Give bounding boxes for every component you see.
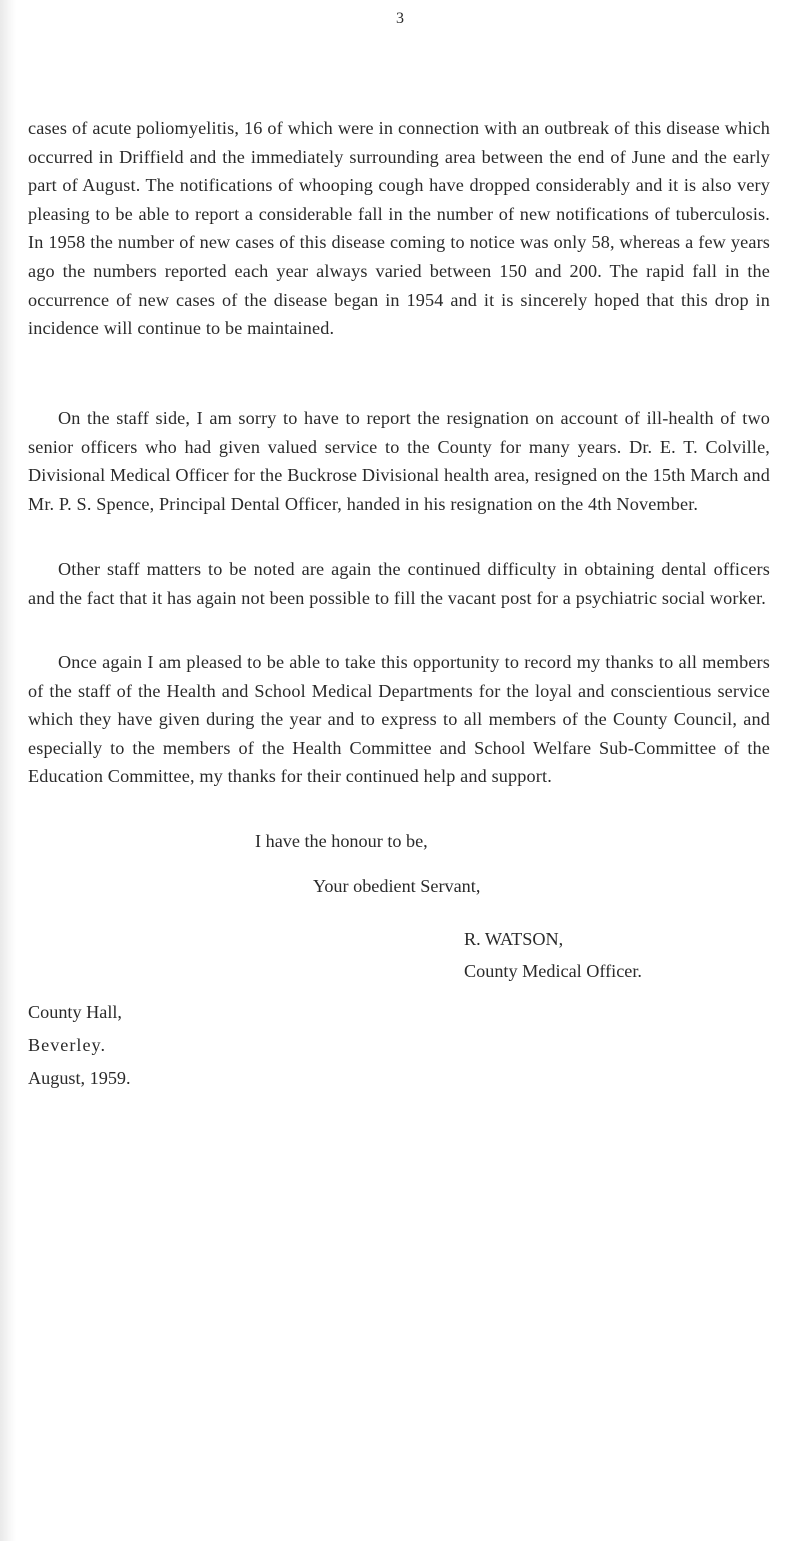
page-number: 3 xyxy=(396,10,404,27)
paragraph-thanks: Once again I am pleased to be able to take this opportunity to record my thanks to all members of the staff of the Health and School Medical Departments for the loyal and conscientious service which they have given during the year and to express to all members of the County Council, and especially to the members of the Health Committee and School Welfare Sub-Committee of the Education Committee, my thanks for their continued help and support. xyxy=(28,652,770,787)
signatory-title: County Medical Officer. xyxy=(464,961,642,981)
address-line-1: County Hall, xyxy=(28,1002,122,1022)
signatory-name: R. WATSON, xyxy=(464,929,564,949)
address-date: August, 1959. xyxy=(28,1068,131,1088)
address-line-2: Beverley. xyxy=(28,1035,107,1055)
binding-edge xyxy=(0,0,16,1541)
salutation-line: Your obedient Servant, xyxy=(313,876,481,896)
paragraph-poliomyelitis: cases of acute poliomyelitis, 16 of which were in connection with an outbreak of this disease which occurred in Driffield and the immediately surrounding area between the end of June and the early part of August. The notifications of whooping cough have dropped considerably and it is also very pleasing to be able to report a considerable fall in the number of new notifications of tuberculosis. In 1958 the number of new cases of this disease coming to notice was only 58, whereas a few years ago the numbers reported each year always varied between 150 and 200. The rapid fall in the occurrence of new cases of the disease began in 1954 and it is sincerely hoped that this drop in incidence will continue to be maintained. xyxy=(28,118,770,339)
closing-line: I have the honour to be, xyxy=(255,831,428,851)
paragraph-staff-resignations: On the staff side, I am sorry to have to report the resignation on account of ill-health of two senior officers who had given valued service to the County for many years. Dr. E. T. Colville, Divisional Medical Officer for the Buckrose Divisional health area, resigned on the 15th March and Mr. P. S. Spence, Principal Dental Officer, handed in his resignation on the 4th November. xyxy=(28,408,770,514)
paragraph-staff-matters: Other staff matters to be noted are again the continued difficulty in obtaining dental officers and the fact that it has again not been possible to fill the vacant post for a psychiatric social worker. xyxy=(28,559,770,608)
